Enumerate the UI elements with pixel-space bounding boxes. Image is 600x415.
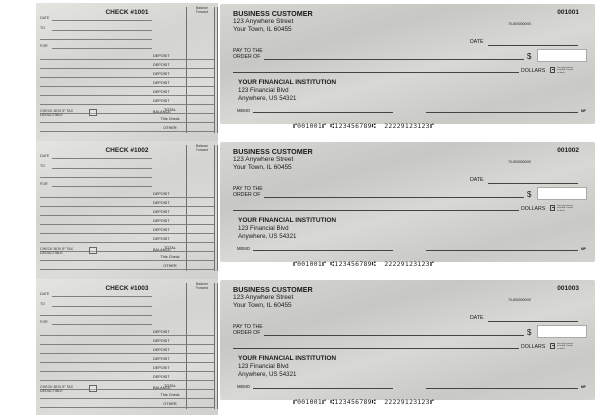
stub-row-label: DEPOSIT bbox=[153, 219, 170, 223]
check-stub bbox=[36, 279, 218, 415]
stub-row-label: This Check bbox=[160, 117, 180, 121]
pay-to-label: PAY TO THE ORDER OF bbox=[233, 48, 263, 60]
stub-row-line bbox=[40, 269, 214, 270]
stub-row-label: DEPOSIT bbox=[153, 54, 170, 58]
institution-address-line1: 123 Financial Blvd bbox=[238, 363, 289, 370]
stub-row-line bbox=[40, 95, 214, 96]
pay-to-label: PAY TO THE ORDER OF bbox=[233, 186, 263, 198]
stub-for-label: FOR bbox=[40, 320, 48, 324]
stub-row-label: DEPOSIT bbox=[153, 81, 170, 85]
stub-title: CHECK #1003 bbox=[105, 285, 149, 292]
stub-for-line[interactable] bbox=[52, 324, 152, 325]
stub-divider bbox=[217, 145, 218, 271]
stub-row-line bbox=[40, 233, 214, 234]
stub-balance-forward-label: Balance Forward bbox=[195, 6, 209, 14]
tax-deductible-checkbox[interactable] bbox=[89, 385, 97, 392]
stub-line[interactable] bbox=[40, 315, 152, 316]
pay-to-label: PAY TO THE ORDER OF bbox=[233, 324, 263, 336]
stub-row-label: DEPOSIT bbox=[153, 330, 170, 334]
stub-row-line bbox=[40, 344, 214, 345]
stub-balance-label: BALANCE bbox=[153, 386, 171, 390]
business-address-line2: Your Town, IL 60455 bbox=[233, 164, 292, 171]
stub-row-label: This Check bbox=[160, 393, 180, 397]
stub-row-label: DEPOSIT bbox=[153, 192, 170, 196]
routing-fraction: 70-8000000/00 bbox=[508, 298, 531, 302]
mp-label: MP bbox=[581, 109, 586, 113]
memo-label: MEMO bbox=[237, 384, 251, 389]
stub-row-line bbox=[40, 242, 214, 243]
memo-line[interactable] bbox=[253, 250, 393, 251]
stub-row-label: This Check bbox=[160, 255, 180, 259]
stub-divider bbox=[186, 283, 187, 409]
stub-balance-label: BALANCE bbox=[153, 248, 171, 252]
mp-label: MP bbox=[581, 247, 586, 251]
security-lock-icon bbox=[550, 205, 555, 211]
signature-line[interactable] bbox=[426, 388, 578, 389]
date-line[interactable] bbox=[488, 321, 578, 322]
institution-name: YOUR FINANCIAL INSTITUTION bbox=[238, 355, 337, 362]
date-label: DATE bbox=[470, 315, 484, 321]
business-address-line2: Your Town, IL 60455 bbox=[233, 26, 292, 33]
security-lock-icon bbox=[550, 67, 555, 73]
stub-check-number: 1001 bbox=[134, 9, 149, 16]
memo-label: MEMO bbox=[237, 108, 251, 113]
tax-deductible-checkbox[interactable] bbox=[89, 109, 97, 116]
stub-row-line bbox=[40, 362, 214, 363]
stub-date-label: DATE bbox=[40, 154, 50, 158]
micr-line: ⑈001001⑈ ⑆123456789⑆ 22229123123⑈ bbox=[293, 260, 434, 268]
stub-to-line[interactable] bbox=[52, 168, 152, 169]
check-stub bbox=[36, 141, 218, 279]
stub-row-label: DEPOSIT bbox=[153, 99, 170, 103]
stub-row-label: TOTAL bbox=[164, 108, 176, 112]
stub-divider bbox=[214, 7, 215, 133]
stub-row-line bbox=[40, 260, 214, 261]
stub-divider bbox=[217, 283, 218, 409]
stub-tax-label: CHECK BOX IF TAX DEDUCTIBLE bbox=[40, 385, 74, 393]
stub-to-line[interactable] bbox=[52, 30, 152, 31]
routing-fraction: 70-8000000/00 bbox=[508, 160, 531, 164]
institution-address-line2: Anywhere, US 54321 bbox=[238, 371, 297, 378]
stub-row-line bbox=[40, 215, 214, 216]
business-name: BUSINESS CUSTOMER bbox=[233, 285, 313, 294]
stub-line[interactable] bbox=[40, 39, 152, 40]
stub-date-label: DATE bbox=[40, 292, 50, 296]
memo-label: MEMO bbox=[237, 246, 251, 251]
stub-to-line[interactable] bbox=[52, 306, 152, 307]
payee-line[interactable] bbox=[264, 335, 524, 336]
stub-divider bbox=[214, 145, 215, 271]
date-label: DATE bbox=[470, 39, 484, 45]
stub-row-label: TOTAL bbox=[164, 246, 176, 250]
stub-row-line bbox=[40, 86, 214, 87]
stub-for-label: FOR bbox=[40, 182, 48, 186]
written-amount-line[interactable] bbox=[233, 348, 519, 349]
stub-row-label: OTHER bbox=[163, 402, 177, 406]
stub-divider bbox=[214, 283, 215, 409]
stub-row-line bbox=[40, 206, 214, 207]
stub-row-line bbox=[40, 122, 214, 123]
security-note: Security features included. Details on back. bbox=[557, 343, 574, 350]
memo-line[interactable] bbox=[253, 388, 393, 389]
date-line[interactable] bbox=[488, 45, 578, 46]
dollar-sign: $ bbox=[527, 328, 532, 337]
stub-row-line bbox=[40, 68, 214, 69]
stub-tax-label: CHECK BOX IF TAX DEDUCTIBLE bbox=[40, 247, 74, 255]
stub-date-label: DATE bbox=[40, 16, 50, 20]
stub-to-label: TO bbox=[40, 302, 45, 306]
stub-title: CHECK #1001 bbox=[105, 9, 149, 16]
check bbox=[220, 280, 595, 400]
micr-line: ⑈001001⑈ ⑆123456789⑆ 22229123123⑈ bbox=[293, 122, 434, 130]
security-note: Security features included. Details on back. bbox=[557, 67, 574, 74]
micr-line: ⑈001001⑈ ⑆123456789⑆ 22229123123⑈ bbox=[293, 398, 434, 406]
payee-line[interactable] bbox=[264, 59, 524, 60]
stub-row-label: DEPOSIT bbox=[153, 72, 170, 76]
stub-row-label: DEPOSIT bbox=[153, 90, 170, 94]
stub-for-line[interactable] bbox=[52, 186, 152, 187]
business-name: BUSINESS CUSTOMER bbox=[233, 147, 313, 156]
written-amount-line[interactable] bbox=[233, 72, 519, 73]
stub-balance-label: BALANCE bbox=[153, 110, 171, 114]
stub-row-line bbox=[40, 131, 214, 132]
amount-box[interactable] bbox=[537, 187, 587, 200]
signature-line[interactable] bbox=[426, 250, 578, 251]
stub-check-number: 1003 bbox=[134, 285, 149, 292]
mp-label: MP bbox=[581, 385, 586, 389]
stub-row-label: DEPOSIT bbox=[153, 339, 170, 343]
business-address-line2: Your Town, IL 60455 bbox=[233, 302, 292, 309]
amount-box[interactable] bbox=[537, 325, 587, 338]
routing-fraction: 70-8000000/00 bbox=[508, 22, 531, 26]
business-address-line1: 123 Anywhere Street bbox=[233, 156, 294, 163]
check-number: 001003 bbox=[557, 285, 579, 292]
stub-row-line bbox=[40, 353, 214, 354]
stub-row-line bbox=[40, 77, 214, 78]
stub-row-line bbox=[40, 197, 214, 198]
stub-divider bbox=[217, 7, 218, 133]
stub-row-label: DEPOSIT bbox=[153, 63, 170, 67]
stub-row-label: OTHER bbox=[163, 264, 177, 268]
dollar-sign: $ bbox=[527, 190, 532, 199]
institution-address-line2: Anywhere, US 54321 bbox=[238, 95, 297, 102]
business-name: BUSINESS CUSTOMER bbox=[233, 9, 313, 18]
stub-row-line bbox=[40, 335, 214, 336]
stub-row-line bbox=[40, 104, 214, 105]
stub-divider bbox=[186, 7, 187, 133]
stub-row-label: DEPOSIT bbox=[153, 348, 170, 352]
check-stub bbox=[36, 3, 218, 141]
dollars-label: DOLLARS bbox=[521, 68, 546, 74]
stub-row-label: DEPOSIT bbox=[153, 201, 170, 205]
institution-address-line1: 123 Financial Blvd bbox=[238, 87, 289, 94]
dollars-label: DOLLARS bbox=[521, 344, 546, 350]
memo-line[interactable] bbox=[253, 112, 393, 113]
security-lock-icon bbox=[550, 343, 555, 349]
signature-line[interactable] bbox=[426, 112, 578, 113]
stub-row-label: TOTAL bbox=[164, 384, 176, 388]
stub-divider bbox=[186, 145, 187, 271]
stub-row-line bbox=[40, 59, 214, 60]
business-address-line1: 123 Anywhere Street bbox=[233, 294, 294, 301]
tax-deductible-checkbox[interactable] bbox=[89, 247, 97, 254]
written-amount-line[interactable] bbox=[233, 210, 519, 211]
check-number: 001001 bbox=[557, 9, 579, 16]
stub-row-label: DEPOSIT bbox=[153, 237, 170, 241]
institution-name: YOUR FINANCIAL INSTITUTION bbox=[238, 79, 337, 86]
business-address-line1: 123 Anywhere Street bbox=[233, 18, 294, 25]
stub-tax-label: CHECK BOX IF TAX DEDUCTIBLE bbox=[40, 109, 74, 117]
amount-box[interactable] bbox=[537, 49, 587, 62]
stub-check-number: 1002 bbox=[134, 147, 149, 154]
date-line[interactable] bbox=[488, 183, 578, 184]
stub-title: CHECK #1002 bbox=[105, 147, 149, 154]
stub-date-line[interactable] bbox=[52, 296, 152, 297]
stub-balance-forward-label: Balance Forward bbox=[195, 282, 209, 290]
stub-row-line bbox=[40, 398, 214, 399]
stub-date-line[interactable] bbox=[52, 158, 152, 159]
stub-row-line bbox=[40, 380, 214, 381]
stub-to-label: TO bbox=[40, 26, 45, 30]
stub-row-label: DEPOSIT bbox=[153, 210, 170, 214]
check bbox=[220, 4, 595, 124]
stub-row-label: DEPOSIT bbox=[153, 228, 170, 232]
stub-row-label: DEPOSIT bbox=[153, 357, 170, 361]
stub-to-label: TO bbox=[40, 164, 45, 168]
stub-row-line bbox=[40, 407, 214, 408]
institution-address-line2: Anywhere, US 54321 bbox=[238, 233, 297, 240]
dollars-label: DOLLARS bbox=[521, 206, 546, 212]
institution-address-line1: 123 Financial Blvd bbox=[238, 225, 289, 232]
payee-line[interactable] bbox=[264, 197, 524, 198]
check-number: 001002 bbox=[557, 147, 579, 154]
dollar-sign: $ bbox=[527, 52, 532, 61]
stub-for-label: FOR bbox=[40, 44, 48, 48]
institution-name: YOUR FINANCIAL INSTITUTION bbox=[238, 217, 337, 224]
stub-row-label: DEPOSIT bbox=[153, 366, 170, 370]
security-note: Security features included. Details on back. bbox=[557, 205, 574, 212]
stub-row-label: DEPOSIT bbox=[153, 375, 170, 379]
stub-row-line bbox=[40, 371, 214, 372]
check bbox=[220, 142, 595, 262]
stub-date-line[interactable] bbox=[52, 20, 152, 21]
stub-line[interactable] bbox=[40, 177, 152, 178]
stub-row-line bbox=[40, 224, 214, 225]
date-label: DATE bbox=[470, 177, 484, 183]
stub-for-line[interactable] bbox=[52, 48, 152, 49]
stub-row-label: OTHER bbox=[163, 126, 177, 130]
stub-balance-forward-label: Balance Forward bbox=[195, 144, 209, 152]
